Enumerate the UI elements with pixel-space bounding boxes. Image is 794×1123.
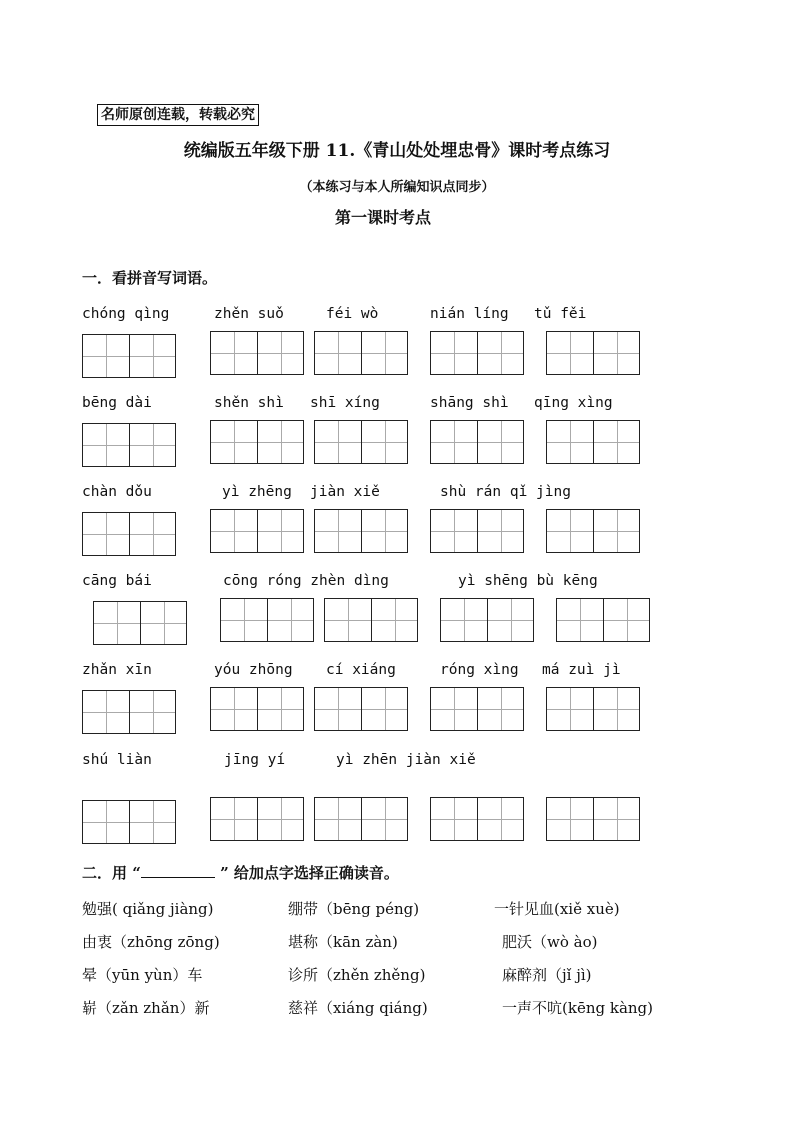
pronunciation-question[interactable]: 肥沃（wò ào) <box>502 933 598 951</box>
section-two-heading-prefix: 二．用 “ <box>82 864 141 882</box>
pinyin-label: yóu zhōng <box>214 662 293 678</box>
pinyin-label: féi wò <box>326 306 379 322</box>
tianzige-answer-box[interactable] <box>430 687 524 731</box>
tianzige-answer-box[interactable] <box>430 331 524 375</box>
tianzige-answer-box[interactable] <box>430 509 524 553</box>
pinyin-label: shù rán qǐ jìng <box>440 484 571 500</box>
pinyin-label: shú liàn <box>82 752 152 768</box>
tianzige-answer-box[interactable] <box>440 598 534 642</box>
tianzige-answer-box[interactable] <box>82 334 176 378</box>
pinyin-label: nián líng <box>430 306 509 322</box>
tianzige-answer-box[interactable] <box>314 687 408 731</box>
tianzige-answer-box[interactable] <box>546 797 640 841</box>
section-two-heading <box>82 862 399 883</box>
tianzige-answer-box[interactable] <box>210 687 304 731</box>
tianzige-answer-box[interactable] <box>82 800 176 844</box>
section-two-heading-suffix: ” 给加点字选择正确读音。 <box>214 864 399 882</box>
tianzige-answer-box[interactable] <box>556 598 650 642</box>
tianzige-answer-box[interactable] <box>82 512 176 556</box>
worksheet-subtitle: （本练习与本人所编知识点同步） <box>299 180 495 195</box>
copyright-stamp: 名师原创连载，转载必究 <box>97 104 259 126</box>
tianzige-answer-box[interactable] <box>546 509 640 553</box>
pinyin-label: cí xiáng <box>326 662 396 678</box>
tianzige-answer-box[interactable] <box>314 797 408 841</box>
tianzige-answer-box[interactable] <box>210 420 304 464</box>
pinyin-label: yì shēng bù kēng <box>458 573 598 589</box>
tianzige-answer-box[interactable] <box>546 687 640 731</box>
pinyin-label: shāng shì <box>430 395 509 411</box>
pronunciation-question[interactable]: 一针见血(xiě xuè) <box>494 900 620 918</box>
pinyin-label: má zuì jì <box>542 662 621 678</box>
pinyin-label: chóng qìng <box>82 306 170 322</box>
tianzige-answer-box[interactable] <box>210 331 304 375</box>
pinyin-label: zhěn suǒ <box>214 306 284 322</box>
pronunciation-question[interactable]: 堪称（kān zàn) <box>288 933 398 951</box>
pronunciation-question[interactable]: 慈祥（xiáng qiáng) <box>288 999 428 1017</box>
tianzige-answer-box[interactable] <box>324 598 418 642</box>
pronunciation-question[interactable]: 绷带（bēng péng) <box>288 900 420 918</box>
pronunciation-question[interactable]: 崭（zǎn zhǎn）新 <box>82 999 210 1017</box>
pronunciation-question[interactable]: 由衷（zhōng zōng) <box>82 933 220 951</box>
tianzige-answer-box[interactable] <box>82 690 176 734</box>
pinyin-label: tǔ fěi <box>534 306 587 322</box>
tianzige-answer-box[interactable] <box>314 420 408 464</box>
pinyin-label: yì zhēn jiàn xiě <box>336 752 476 768</box>
tianzige-answer-box[interactable] <box>314 509 408 553</box>
tianzige-answer-box[interactable] <box>314 331 408 375</box>
tianzige-answer-box[interactable] <box>546 420 640 464</box>
pinyin-label: cāng bái <box>82 573 152 589</box>
tianzige-answer-box[interactable] <box>220 598 314 642</box>
tianzige-answer-box[interactable] <box>93 601 187 645</box>
tianzige-answer-box[interactable] <box>210 797 304 841</box>
section-one-heading: 一．看拼音写词语。 <box>82 269 218 287</box>
worksheet-title: 统编版五年级下册 11.《青山处处埋忠骨》课时考点练习 <box>183 141 611 161</box>
pinyin-label: róng xìng <box>440 662 519 678</box>
lesson-heading: 第一课时考点 <box>334 208 431 227</box>
pronunciation-question[interactable]: 一声不吭(kēng kàng) <box>502 999 653 1017</box>
tianzige-answer-box[interactable] <box>210 509 304 553</box>
pinyin-label: shī xíng <box>310 395 380 411</box>
tianzige-answer-box[interactable] <box>430 420 524 464</box>
pronunciation-question[interactable]: 诊所（zhěn zhěng) <box>288 966 426 984</box>
tianzige-answer-box[interactable] <box>82 423 176 467</box>
tianzige-answer-box[interactable] <box>546 331 640 375</box>
pinyin-label: yì zhēng <box>222 484 292 500</box>
pinyin-label: shěn shì <box>214 395 284 411</box>
pronunciation-question[interactable]: 麻醉剂（jǐ jì) <box>502 966 592 984</box>
pinyin-label: qīng xìng <box>534 395 613 411</box>
pronunciation-question[interactable]: 勉强( qiǎng jiàng) <box>82 900 214 918</box>
pinyin-label: chàn dǒu <box>82 484 152 500</box>
tianzige-answer-box[interactable] <box>430 797 524 841</box>
pinyin-label: bēng dài <box>82 395 152 411</box>
pinyin-label: jīng yí <box>224 752 286 768</box>
pronunciation-question[interactable]: 晕（yūn yùn）车 <box>82 966 203 984</box>
pinyin-label: zhǎn xīn <box>82 662 152 678</box>
underline-marker <box>141 863 215 878</box>
pinyin-label: jiàn xiě <box>310 484 380 500</box>
pinyin-label: cōng róng zhèn dìng <box>223 573 389 589</box>
